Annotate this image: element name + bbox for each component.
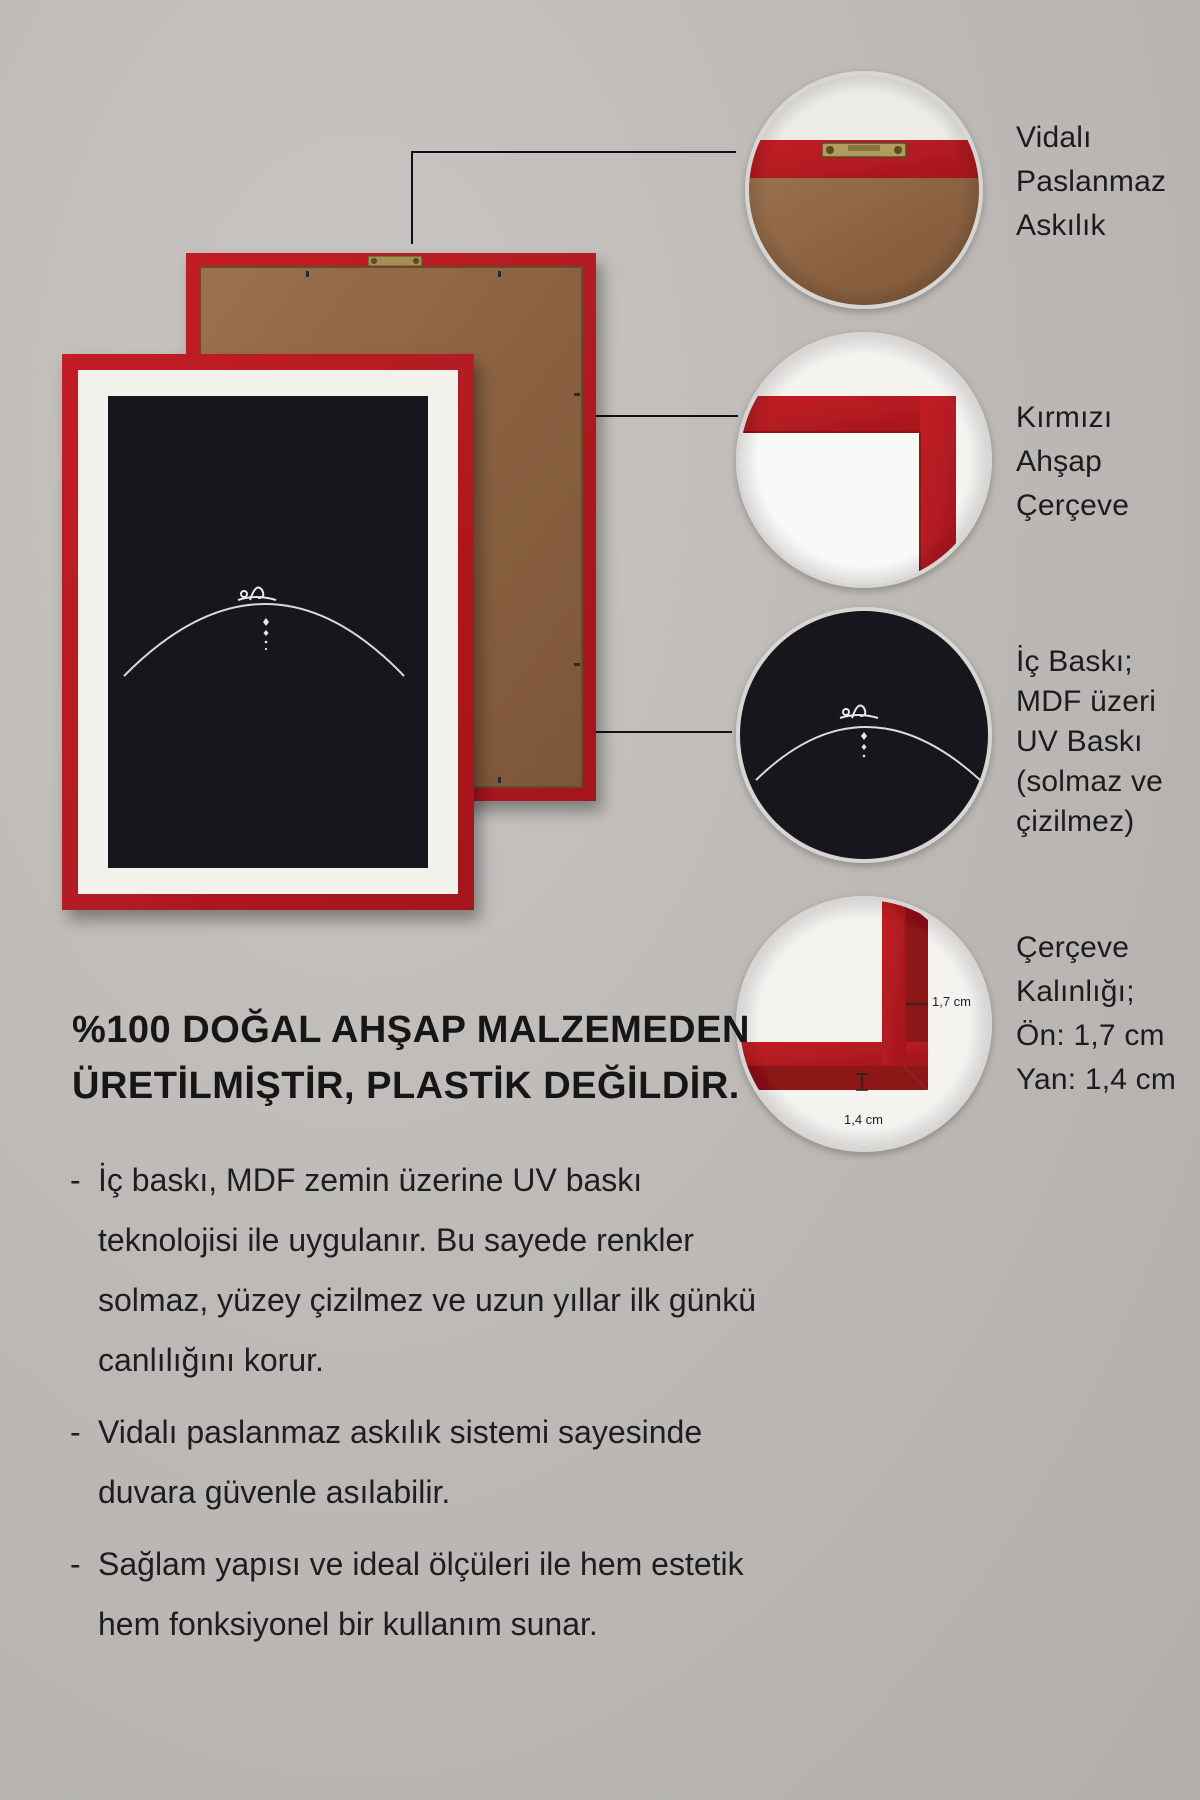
callout-line: Askılık <box>1016 209 1106 242</box>
list-item-text: İç baskı, MDF zemin üzerine UV baskı teknolojisi ile uygulanır. Bu sayede renkler solmaz, yüzey çizilmez ve uzun yıllar ilk günkü canlılığını korur. <box>98 1162 757 1378</box>
print-detail-circle <box>736 607 992 863</box>
sawtooth-hanger-icon <box>368 256 422 266</box>
side-thickness-label: 1,4 cm <box>844 1112 884 1127</box>
callout-line: MDF üzeri <box>1016 685 1157 718</box>
hanger-connector <box>412 152 736 244</box>
callout-line: Paslanmaz <box>1016 165 1167 198</box>
bullet-dash: - <box>70 1546 81 1582</box>
frame-callout <box>1016 396 1200 528</box>
frame-corner-circle <box>736 332 992 596</box>
callout-line: Çerçeve <box>1016 931 1130 964</box>
front-thickness-label: 1,7 cm <box>932 994 972 1009</box>
artwork-panel <box>108 396 428 868</box>
hanger-detail-circle <box>740 70 990 318</box>
callout-line: Kalınlığı; <box>1016 975 1135 1008</box>
list-item <box>70 1150 790 1390</box>
callout-line: (solmaz ve <box>1016 765 1164 798</box>
callout-line: Kırmızı <box>1016 401 1113 434</box>
feature-list <box>70 1150 790 1666</box>
list-item-text: Vidalı paslanmaz askılık sistemi sayesinde duvara güvenle asılabilir. <box>98 1414 703 1510</box>
headline-line: ÜRETİLMİŞTİR, PLASTİK DEĞİLDİR. <box>72 1065 740 1107</box>
bullet-dash: - <box>70 1414 81 1450</box>
thickness-callout <box>1016 926 1200 1102</box>
bullet-dash: - <box>70 1162 81 1198</box>
callout-line: İç Baskı; <box>1016 645 1133 678</box>
callout-line: Ahşap <box>1016 445 1103 478</box>
list-item-text: Sağlam yapısı ve ideal ölçüleri ile hem estetik hem fonksiyonel bir kullanım sunar. <box>98 1546 744 1642</box>
callout-line: Ön: 1,7 cm <box>1016 1019 1165 1052</box>
list-item <box>70 1402 790 1522</box>
hanger-callout <box>1016 116 1200 248</box>
front-frame <box>62 354 474 910</box>
list-item <box>70 1534 790 1654</box>
headline-line: %100 DOĞAL AHŞAP MALZEMEDEN <box>72 1009 750 1051</box>
print-callout <box>1016 642 1200 842</box>
callout-line: Yan: 1,4 cm <box>1016 1063 1177 1096</box>
callout-line: UV Baskı <box>1016 725 1143 758</box>
callout-line: çizilmez) <box>1016 805 1135 838</box>
callout-line: Çerçeve <box>1016 489 1130 522</box>
headline <box>72 1002 792 1114</box>
callout-line: Vidalı <box>1016 121 1092 154</box>
